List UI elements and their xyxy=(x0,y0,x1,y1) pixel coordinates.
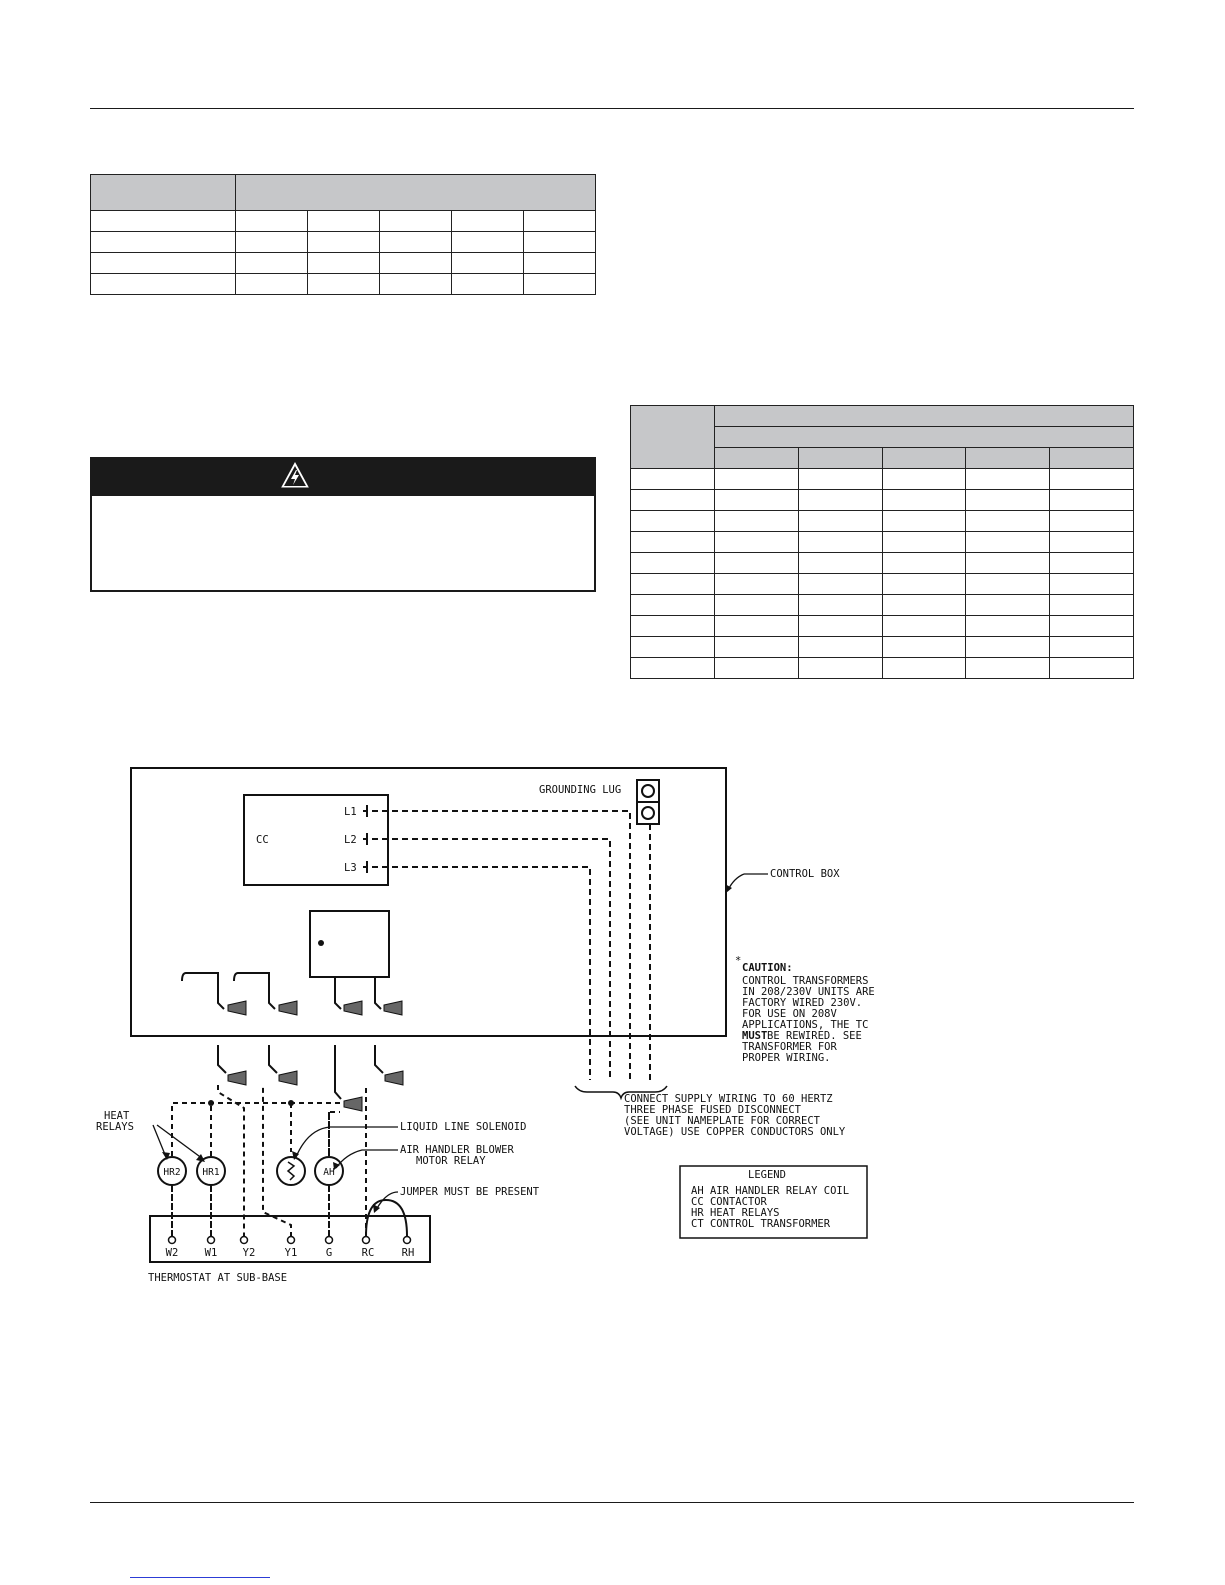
legend-title: LEGEND xyxy=(748,1169,786,1181)
legend-item: HR HEAT RELAYS xyxy=(691,1207,780,1219)
footer-link-underline[interactable] xyxy=(130,1577,270,1578)
heat-relays-label: RELAYS xyxy=(96,1121,134,1133)
supply-note: VOLTAGE) USE COPPER CONDUCTORS ONLY xyxy=(624,1126,846,1138)
legend-item: CT CONTROL TRANSFORMER xyxy=(691,1218,831,1230)
supply-line-l3 xyxy=(372,867,590,1080)
heat-relays-label: HEAT xyxy=(104,1110,130,1122)
supply-line-l2 xyxy=(372,839,610,1080)
supply-note: (SEE UNIT NAMEPLATE FOR CORRECT xyxy=(624,1115,820,1127)
air-handler-label: AIR HANDLER BLOWER xyxy=(400,1144,514,1156)
solenoid-coil xyxy=(277,1157,305,1185)
caution-line: PROPER WIRING. xyxy=(742,1052,831,1064)
terminal-rc: RC xyxy=(361,1247,375,1259)
caution-line: TRANSFORMER FOR xyxy=(742,1041,837,1053)
supply-note: THREE PHASE FUSED DISCONNECT xyxy=(624,1104,802,1116)
caution-must: MUST xyxy=(742,1030,768,1042)
supply-note: CONNECT SUPPLY WIRING TO 60 HERTZ xyxy=(624,1093,833,1105)
terminal-l3-label: L3 xyxy=(344,862,357,874)
air-handler-label: MOTOR RELAY xyxy=(416,1155,486,1167)
terminal-y1: Y1 xyxy=(284,1247,298,1259)
terminal-l2-label: L2 xyxy=(344,834,357,846)
terminal-rh: RH xyxy=(401,1247,415,1259)
terminal-y2: Y2 xyxy=(242,1247,256,1259)
caution-must-rest: BE REWIRED. SEE xyxy=(767,1030,862,1042)
supply-line-l1 xyxy=(372,811,630,1080)
caution-marker: * xyxy=(735,955,742,967)
terminal-l1-label: L1 xyxy=(344,806,357,818)
control-box-label: CONTROL BOX xyxy=(770,868,840,880)
relay-hr1-label: HR1 xyxy=(202,1167,220,1178)
thermostat-label: THERMOSTAT AT SUB-BASE xyxy=(148,1272,288,1284)
caution-title: CAUTION: xyxy=(742,962,793,974)
grounding-lug-label: GROUNDING LUG xyxy=(539,784,622,796)
contactor-label: CC xyxy=(256,834,269,846)
caution-line: CONTROL TRANSFORMERS xyxy=(742,975,869,987)
jumper-label: JUMPER MUST BE PRESENT xyxy=(400,1186,540,1198)
legend-item: CC CONTACTOR xyxy=(691,1196,767,1208)
legend-item: AH AIR HANDLER RELAY COIL xyxy=(691,1185,850,1197)
relay-hr2-label: HR2 xyxy=(163,1167,181,1178)
caution-line: IN 208/230V UNITS ARE xyxy=(742,986,875,998)
terminal-w2: W2 xyxy=(165,1247,179,1259)
jumper-wire xyxy=(366,1200,407,1236)
liquid-line-solenoid-label: LIQUID LINE SOLENOID xyxy=(400,1121,527,1133)
relay-ah-label: AH xyxy=(323,1167,335,1178)
caution-line: FOR USE ON 208V xyxy=(742,1008,837,1020)
terminal-w1: W1 xyxy=(204,1247,218,1259)
caution-line: APPLICATIONS, THE TC xyxy=(742,1019,869,1031)
terminal-g: G xyxy=(325,1247,333,1259)
caution-line: FACTORY WIRED 230V. xyxy=(742,997,863,1009)
